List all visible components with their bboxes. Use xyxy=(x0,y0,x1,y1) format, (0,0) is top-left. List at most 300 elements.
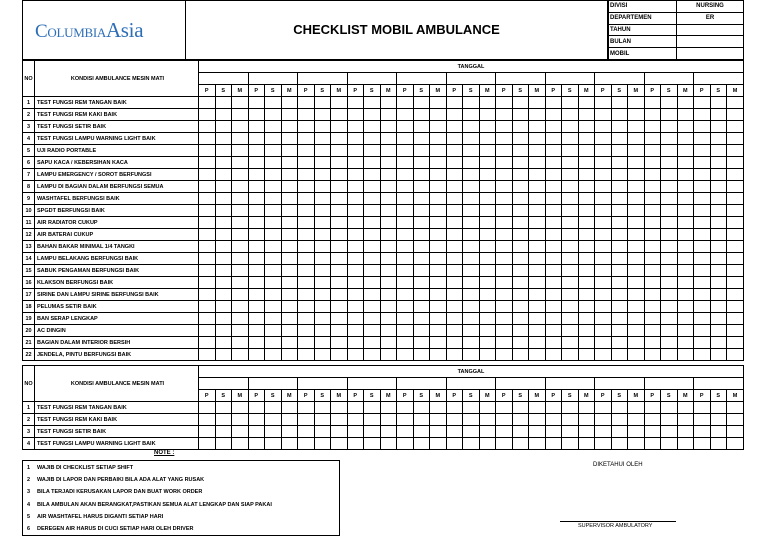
check-cell[interactable] xyxy=(545,301,562,313)
check-cell[interactable] xyxy=(298,229,315,241)
check-cell[interactable] xyxy=(413,265,430,277)
check-cell[interactable] xyxy=(611,349,628,361)
check-cell[interactable] xyxy=(199,349,216,361)
check-cell[interactable] xyxy=(331,277,348,289)
check-cell[interactable] xyxy=(578,313,595,325)
check-cell[interactable] xyxy=(463,325,480,337)
check-cell[interactable] xyxy=(281,217,298,229)
check-cell[interactable] xyxy=(644,325,661,337)
check-cell[interactable] xyxy=(727,217,744,229)
check-cell[interactable] xyxy=(199,277,216,289)
check-cell[interactable] xyxy=(331,438,348,450)
check-cell[interactable] xyxy=(314,325,331,337)
check-cell[interactable] xyxy=(496,241,513,253)
check-cell[interactable] xyxy=(727,313,744,325)
check-cell[interactable] xyxy=(281,133,298,145)
check-cell[interactable] xyxy=(496,313,513,325)
check-cell[interactable] xyxy=(512,157,529,169)
check-cell[interactable] xyxy=(199,109,216,121)
check-cell[interactable] xyxy=(397,277,414,289)
check-cell[interactable] xyxy=(661,133,678,145)
check-cell[interactable] xyxy=(314,145,331,157)
check-cell[interactable] xyxy=(331,109,348,121)
check-cell[interactable] xyxy=(595,169,612,181)
check-cell[interactable] xyxy=(232,402,249,414)
check-cell[interactable] xyxy=(611,145,628,157)
check-cell[interactable] xyxy=(364,241,381,253)
check-cell[interactable] xyxy=(380,414,397,426)
check-cell[interactable] xyxy=(232,97,249,109)
check-cell[interactable] xyxy=(545,169,562,181)
check-cell[interactable] xyxy=(479,438,496,450)
check-cell[interactable] xyxy=(364,109,381,121)
check-cell[interactable] xyxy=(628,193,645,205)
check-cell[interactable] xyxy=(364,289,381,301)
check-cell[interactable] xyxy=(430,289,447,301)
check-cell[interactable] xyxy=(644,157,661,169)
check-cell[interactable] xyxy=(710,349,727,361)
check-cell[interactable] xyxy=(298,337,315,349)
check-cell[interactable] xyxy=(364,438,381,450)
check-cell[interactable] xyxy=(661,217,678,229)
check-cell[interactable] xyxy=(265,277,282,289)
check-cell[interactable] xyxy=(314,169,331,181)
check-cell[interactable] xyxy=(562,337,579,349)
check-cell[interactable] xyxy=(661,337,678,349)
check-cell[interactable] xyxy=(463,349,480,361)
check-cell[interactable] xyxy=(347,157,364,169)
check-cell[interactable] xyxy=(661,426,678,438)
check-cell[interactable] xyxy=(446,265,463,277)
check-cell[interactable] xyxy=(611,265,628,277)
check-cell[interactable] xyxy=(479,205,496,217)
check-cell[interactable] xyxy=(413,349,430,361)
check-cell[interactable] xyxy=(611,414,628,426)
check-cell[interactable] xyxy=(463,193,480,205)
check-cell[interactable] xyxy=(199,169,216,181)
check-cell[interactable] xyxy=(545,157,562,169)
check-cell[interactable] xyxy=(347,217,364,229)
check-cell[interactable] xyxy=(562,241,579,253)
check-cell[interactable] xyxy=(727,426,744,438)
check-cell[interactable] xyxy=(463,157,480,169)
check-cell[interactable] xyxy=(496,265,513,277)
check-cell[interactable] xyxy=(397,349,414,361)
check-cell[interactable] xyxy=(628,325,645,337)
check-cell[interactable] xyxy=(512,414,529,426)
check-cell[interactable] xyxy=(694,205,711,217)
check-cell[interactable] xyxy=(727,205,744,217)
check-cell[interactable] xyxy=(314,337,331,349)
check-cell[interactable] xyxy=(529,229,546,241)
check-cell[interactable] xyxy=(232,229,249,241)
check-cell[interactable] xyxy=(380,133,397,145)
check-cell[interactable] xyxy=(710,217,727,229)
check-cell[interactable] xyxy=(479,265,496,277)
check-cell[interactable] xyxy=(512,133,529,145)
check-cell[interactable] xyxy=(595,133,612,145)
check-cell[interactable] xyxy=(347,265,364,277)
check-cell[interactable] xyxy=(578,169,595,181)
check-cell[interactable] xyxy=(611,133,628,145)
check-cell[interactable] xyxy=(529,414,546,426)
check-cell[interactable] xyxy=(628,277,645,289)
check-cell[interactable] xyxy=(232,289,249,301)
check-cell[interactable] xyxy=(413,229,430,241)
check-cell[interactable] xyxy=(479,313,496,325)
check-cell[interactable] xyxy=(380,145,397,157)
check-cell[interactable] xyxy=(578,241,595,253)
check-cell[interactable] xyxy=(595,313,612,325)
check-cell[interactable] xyxy=(479,145,496,157)
check-cell[interactable] xyxy=(463,313,480,325)
check-cell[interactable] xyxy=(512,325,529,337)
check-cell[interactable] xyxy=(364,181,381,193)
check-cell[interactable] xyxy=(479,133,496,145)
check-cell[interactable] xyxy=(529,241,546,253)
check-cell[interactable] xyxy=(232,426,249,438)
check-cell[interactable] xyxy=(298,157,315,169)
info-value[interactable]: NURSING xyxy=(677,1,744,13)
check-cell[interactable] xyxy=(314,121,331,133)
check-cell[interactable] xyxy=(529,438,546,450)
check-cell[interactable] xyxy=(644,277,661,289)
check-cell[interactable] xyxy=(463,133,480,145)
check-cell[interactable] xyxy=(215,349,232,361)
check-cell[interactable] xyxy=(314,313,331,325)
check-cell[interactable] xyxy=(199,337,216,349)
check-cell[interactable] xyxy=(578,402,595,414)
check-cell[interactable] xyxy=(628,229,645,241)
check-cell[interactable] xyxy=(727,414,744,426)
date-cell[interactable] xyxy=(644,378,694,390)
check-cell[interactable] xyxy=(479,325,496,337)
check-cell[interactable] xyxy=(595,97,612,109)
date-cell[interactable] xyxy=(446,73,496,85)
check-cell[interactable] xyxy=(595,229,612,241)
check-cell[interactable] xyxy=(710,133,727,145)
check-cell[interactable] xyxy=(545,205,562,217)
check-cell[interactable] xyxy=(562,438,579,450)
check-cell[interactable] xyxy=(677,241,694,253)
check-cell[interactable] xyxy=(496,337,513,349)
check-cell[interactable] xyxy=(215,402,232,414)
check-cell[interactable] xyxy=(413,193,430,205)
check-cell[interactable] xyxy=(694,97,711,109)
check-cell[interactable] xyxy=(248,133,265,145)
check-cell[interactable] xyxy=(694,217,711,229)
check-cell[interactable] xyxy=(562,277,579,289)
check-cell[interactable] xyxy=(232,277,249,289)
check-cell[interactable] xyxy=(661,109,678,121)
check-cell[interactable] xyxy=(397,217,414,229)
check-cell[interactable] xyxy=(298,109,315,121)
check-cell[interactable] xyxy=(529,349,546,361)
check-cell[interactable] xyxy=(413,402,430,414)
check-cell[interactable] xyxy=(727,193,744,205)
check-cell[interactable] xyxy=(446,133,463,145)
check-cell[interactable] xyxy=(562,229,579,241)
check-cell[interactable] xyxy=(611,301,628,313)
check-cell[interactable] xyxy=(331,97,348,109)
check-cell[interactable] xyxy=(397,157,414,169)
check-cell[interactable] xyxy=(232,145,249,157)
check-cell[interactable] xyxy=(661,349,678,361)
check-cell[interactable] xyxy=(463,301,480,313)
check-cell[interactable] xyxy=(694,289,711,301)
check-cell[interactable] xyxy=(479,193,496,205)
check-cell[interactable] xyxy=(611,313,628,325)
check-cell[interactable] xyxy=(727,402,744,414)
check-cell[interactable] xyxy=(512,337,529,349)
check-cell[interactable] xyxy=(380,217,397,229)
check-cell[interactable] xyxy=(446,337,463,349)
check-cell[interactable] xyxy=(248,169,265,181)
check-cell[interactable] xyxy=(199,253,216,265)
check-cell[interactable] xyxy=(611,97,628,109)
check-cell[interactable] xyxy=(578,301,595,313)
check-cell[interactable] xyxy=(595,325,612,337)
check-cell[interactable] xyxy=(562,217,579,229)
date-cell[interactable] xyxy=(496,378,546,390)
check-cell[interactable] xyxy=(595,426,612,438)
check-cell[interactable] xyxy=(314,426,331,438)
check-cell[interactable] xyxy=(578,133,595,145)
check-cell[interactable] xyxy=(380,325,397,337)
check-cell[interactable] xyxy=(364,145,381,157)
check-cell[interactable] xyxy=(529,145,546,157)
check-cell[interactable] xyxy=(397,289,414,301)
check-cell[interactable] xyxy=(710,277,727,289)
check-cell[interactable] xyxy=(446,426,463,438)
check-cell[interactable] xyxy=(677,121,694,133)
check-cell[interactable] xyxy=(595,349,612,361)
check-cell[interactable] xyxy=(298,414,315,426)
check-cell[interactable] xyxy=(347,181,364,193)
check-cell[interactable] xyxy=(199,289,216,301)
check-cell[interactable] xyxy=(314,217,331,229)
check-cell[interactable] xyxy=(710,157,727,169)
check-cell[interactable] xyxy=(397,229,414,241)
check-cell[interactable] xyxy=(578,193,595,205)
check-cell[interactable] xyxy=(446,253,463,265)
check-cell[interactable] xyxy=(512,277,529,289)
check-cell[interactable] xyxy=(298,277,315,289)
check-cell[interactable] xyxy=(710,301,727,313)
check-cell[interactable] xyxy=(413,337,430,349)
check-cell[interactable] xyxy=(281,205,298,217)
check-cell[interactable] xyxy=(430,205,447,217)
date-cell[interactable] xyxy=(347,378,397,390)
check-cell[interactable] xyxy=(347,145,364,157)
check-cell[interactable] xyxy=(232,157,249,169)
check-cell[interactable] xyxy=(677,205,694,217)
check-cell[interactable] xyxy=(380,181,397,193)
check-cell[interactable] xyxy=(661,157,678,169)
check-cell[interactable] xyxy=(314,253,331,265)
check-cell[interactable] xyxy=(380,349,397,361)
check-cell[interactable] xyxy=(562,145,579,157)
check-cell[interactable] xyxy=(727,349,744,361)
check-cell[interactable] xyxy=(578,325,595,337)
check-cell[interactable] xyxy=(248,253,265,265)
date-cell[interactable] xyxy=(298,73,348,85)
check-cell[interactable] xyxy=(644,145,661,157)
check-cell[interactable] xyxy=(232,325,249,337)
check-cell[interactable] xyxy=(215,325,232,337)
check-cell[interactable] xyxy=(677,325,694,337)
check-cell[interactable] xyxy=(644,121,661,133)
check-cell[interactable] xyxy=(347,193,364,205)
check-cell[interactable] xyxy=(644,193,661,205)
check-cell[interactable] xyxy=(512,193,529,205)
check-cell[interactable] xyxy=(463,121,480,133)
check-cell[interactable] xyxy=(694,265,711,277)
check-cell[interactable] xyxy=(314,265,331,277)
check-cell[interactable] xyxy=(364,265,381,277)
check-cell[interactable] xyxy=(248,121,265,133)
check-cell[interactable] xyxy=(446,205,463,217)
check-cell[interactable] xyxy=(232,253,249,265)
check-cell[interactable] xyxy=(727,253,744,265)
check-cell[interactable] xyxy=(248,265,265,277)
check-cell[interactable] xyxy=(199,205,216,217)
date-cell[interactable] xyxy=(397,378,447,390)
check-cell[interactable] xyxy=(331,241,348,253)
check-cell[interactable] xyxy=(199,414,216,426)
check-cell[interactable] xyxy=(430,229,447,241)
check-cell[interactable] xyxy=(446,157,463,169)
check-cell[interactable] xyxy=(463,414,480,426)
check-cell[interactable] xyxy=(578,337,595,349)
check-cell[interactable] xyxy=(232,313,249,325)
check-cell[interactable] xyxy=(628,301,645,313)
check-cell[interactable] xyxy=(479,229,496,241)
check-cell[interactable] xyxy=(446,349,463,361)
check-cell[interactable] xyxy=(215,277,232,289)
check-cell[interactable] xyxy=(529,337,546,349)
check-cell[interactable] xyxy=(611,277,628,289)
check-cell[interactable] xyxy=(710,253,727,265)
check-cell[interactable] xyxy=(331,133,348,145)
check-cell[interactable] xyxy=(331,349,348,361)
check-cell[interactable] xyxy=(694,438,711,450)
check-cell[interactable] xyxy=(364,133,381,145)
check-cell[interactable] xyxy=(463,181,480,193)
check-cell[interactable] xyxy=(265,265,282,277)
check-cell[interactable] xyxy=(677,349,694,361)
date-cell[interactable] xyxy=(644,73,694,85)
check-cell[interactable] xyxy=(232,121,249,133)
check-cell[interactable] xyxy=(694,313,711,325)
check-cell[interactable] xyxy=(281,229,298,241)
check-cell[interactable] xyxy=(545,241,562,253)
check-cell[interactable] xyxy=(232,133,249,145)
check-cell[interactable] xyxy=(562,301,579,313)
check-cell[interactable] xyxy=(281,181,298,193)
check-cell[interactable] xyxy=(298,181,315,193)
check-cell[interactable] xyxy=(380,313,397,325)
check-cell[interactable] xyxy=(628,438,645,450)
check-cell[interactable] xyxy=(446,217,463,229)
check-cell[interactable] xyxy=(380,337,397,349)
check-cell[interactable] xyxy=(248,181,265,193)
check-cell[interactable] xyxy=(199,217,216,229)
date-cell[interactable] xyxy=(397,73,447,85)
check-cell[interactable] xyxy=(479,253,496,265)
check-cell[interactable] xyxy=(578,414,595,426)
check-cell[interactable] xyxy=(694,349,711,361)
check-cell[interactable] xyxy=(413,241,430,253)
check-cell[interactable] xyxy=(562,313,579,325)
check-cell[interactable] xyxy=(446,325,463,337)
check-cell[interactable] xyxy=(446,241,463,253)
date-cell[interactable] xyxy=(199,73,249,85)
check-cell[interactable] xyxy=(677,109,694,121)
check-cell[interactable] xyxy=(661,265,678,277)
check-cell[interactable] xyxy=(644,301,661,313)
check-cell[interactable] xyxy=(562,157,579,169)
check-cell[interactable] xyxy=(463,402,480,414)
check-cell[interactable] xyxy=(694,325,711,337)
check-cell[interactable] xyxy=(232,265,249,277)
date-cell[interactable] xyxy=(595,378,645,390)
check-cell[interactable] xyxy=(677,253,694,265)
check-cell[interactable] xyxy=(628,145,645,157)
check-cell[interactable] xyxy=(644,133,661,145)
check-cell[interactable] xyxy=(545,414,562,426)
check-cell[interactable] xyxy=(479,301,496,313)
check-cell[interactable] xyxy=(545,121,562,133)
check-cell[interactable] xyxy=(463,265,480,277)
date-cell[interactable] xyxy=(248,73,298,85)
check-cell[interactable] xyxy=(463,169,480,181)
check-cell[interactable] xyxy=(413,133,430,145)
info-value[interactable] xyxy=(677,36,744,48)
check-cell[interactable] xyxy=(281,313,298,325)
check-cell[interactable] xyxy=(677,265,694,277)
check-cell[interactable] xyxy=(248,438,265,450)
check-cell[interactable] xyxy=(413,253,430,265)
check-cell[interactable] xyxy=(248,313,265,325)
check-cell[interactable] xyxy=(413,289,430,301)
check-cell[interactable] xyxy=(529,289,546,301)
check-cell[interactable] xyxy=(347,438,364,450)
check-cell[interactable] xyxy=(298,325,315,337)
check-cell[interactable] xyxy=(529,133,546,145)
check-cell[interactable] xyxy=(578,217,595,229)
check-cell[interactable] xyxy=(199,229,216,241)
check-cell[interactable] xyxy=(595,109,612,121)
check-cell[interactable] xyxy=(545,97,562,109)
check-cell[interactable] xyxy=(215,169,232,181)
check-cell[interactable] xyxy=(644,217,661,229)
check-cell[interactable] xyxy=(232,414,249,426)
check-cell[interactable] xyxy=(281,121,298,133)
check-cell[interactable] xyxy=(364,325,381,337)
check-cell[interactable] xyxy=(397,181,414,193)
check-cell[interactable] xyxy=(463,241,480,253)
check-cell[interactable] xyxy=(298,289,315,301)
check-cell[interactable] xyxy=(232,241,249,253)
check-cell[interactable] xyxy=(661,121,678,133)
check-cell[interactable] xyxy=(397,402,414,414)
check-cell[interactable] xyxy=(463,109,480,121)
check-cell[interactable] xyxy=(232,217,249,229)
check-cell[interactable] xyxy=(611,253,628,265)
check-cell[interactable] xyxy=(578,426,595,438)
check-cell[interactable] xyxy=(199,325,216,337)
